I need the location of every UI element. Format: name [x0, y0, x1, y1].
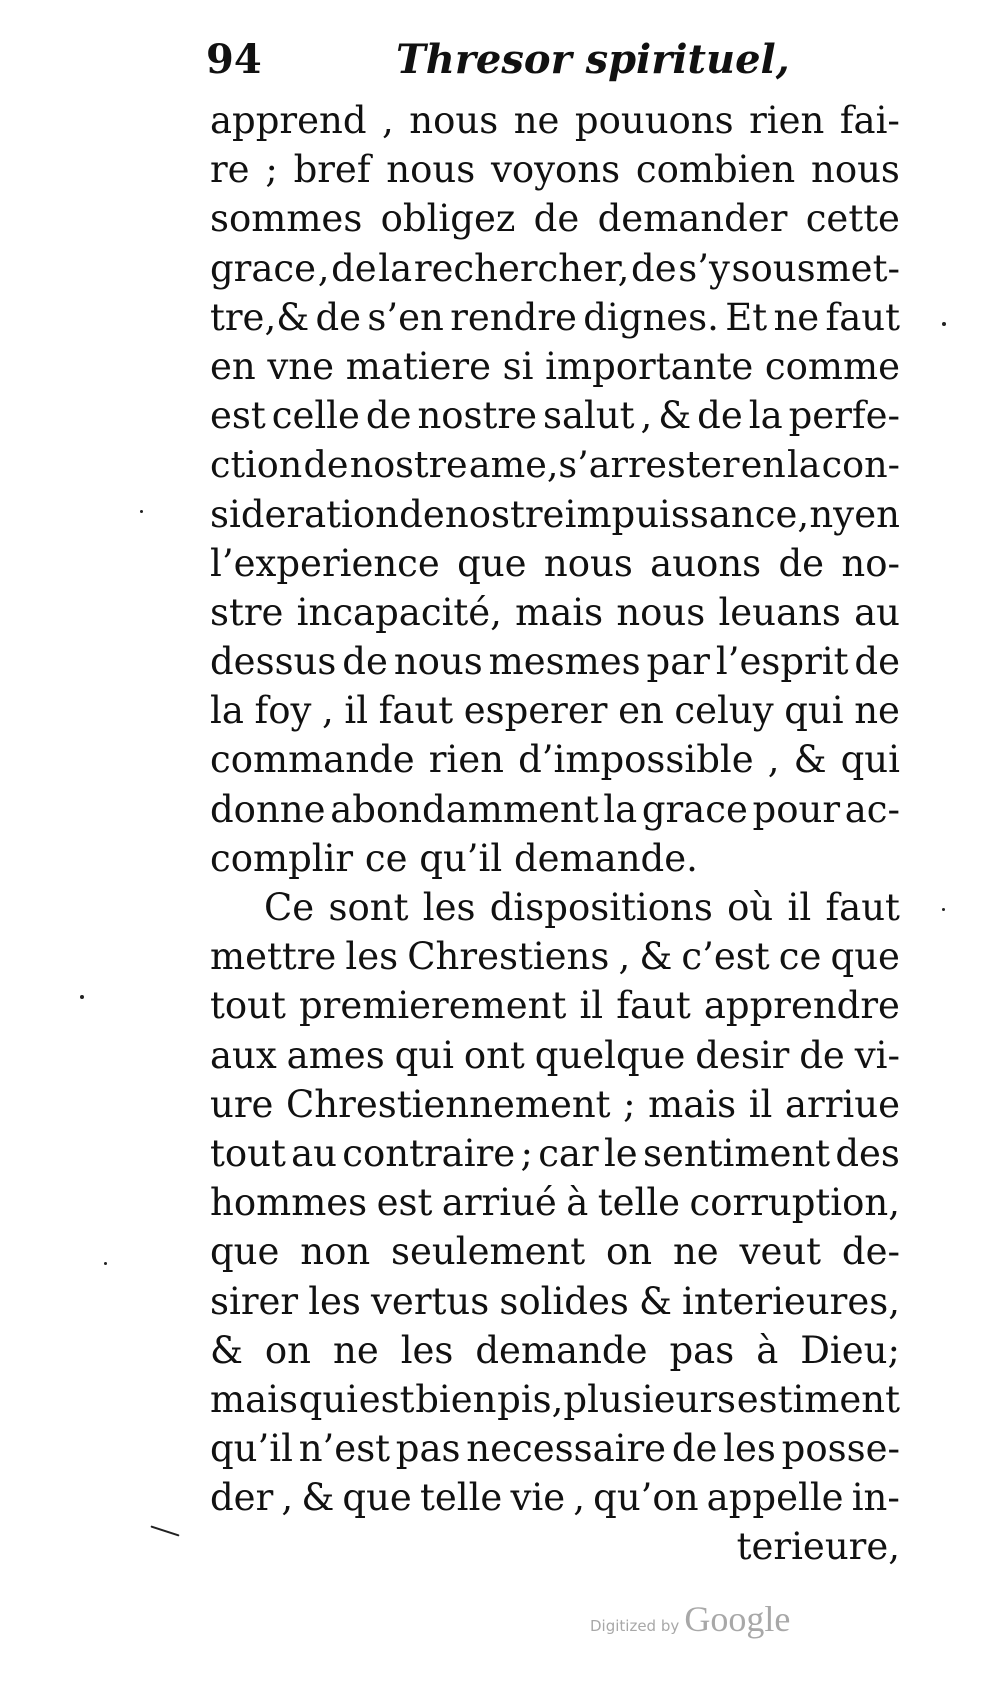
ink-speck	[80, 995, 84, 999]
text-line: est celle de nostre salut , & de la perfe-	[210, 394, 900, 438]
google-logo: Google	[684, 1599, 791, 1639]
text-line: tre,& de s’en rendre dignes. Et ne faut	[210, 295, 900, 339]
text-line: en vne matiere si importante comme	[210, 344, 900, 388]
text-line: stre incapacité, mais nous leuans au	[210, 590, 900, 634]
text-line: mettre les Chrestiens , & c’est ce que	[210, 935, 900, 979]
ink-speck	[140, 510, 143, 513]
ink-speck	[104, 1262, 107, 1265]
text-line: tout au contraire ; car le sentiment des	[210, 1131, 900, 1175]
text-line: aux ames qui ont quelque desir de vi-	[210, 1033, 900, 1077]
text-line: hommes est arriué à telle corruption,	[210, 1181, 900, 1225]
ink-speck	[942, 322, 946, 326]
text-line: sirer les vertus solides & interieures,	[210, 1279, 900, 1323]
catchword: terieure,	[736, 1525, 900, 1569]
digitized-label: Digitized by	[590, 1617, 680, 1635]
text-line: sommes obligez de demander cette	[210, 197, 900, 241]
digitized-watermark	[590, 1598, 790, 1640]
text-line: que non seulement on ne veut de-	[210, 1230, 900, 1274]
text-line: l’experience que nous auons de no-	[210, 541, 900, 585]
ink-speck	[150, 1525, 179, 1536]
page-number: 94	[206, 36, 262, 83]
text-line: sideration de nostre impuissance, ny en	[210, 492, 900, 536]
text-line: dessus de nous mesmes par l’esprit de	[210, 640, 900, 684]
text-line: ction de nostre ame,s’arrester en la con-	[210, 443, 900, 487]
running-head	[206, 30, 886, 90]
text-line: la foy , il faut esperer en celuy qui ne	[210, 689, 900, 733]
text-line: tout premierement il faut apprendre	[210, 984, 900, 1028]
text-line: & on ne les demande pas à Dieu;	[210, 1328, 900, 1372]
text-line: grace , de la rechercher, de s’y sousmet-	[210, 246, 900, 290]
running-title: Thresor spirituel,	[396, 36, 790, 83]
ink-speck	[942, 908, 945, 911]
text-line: commande rien d’impossible , & qui	[210, 738, 900, 782]
text-line: mais qui est bien pis,plusieurs estiment	[210, 1377, 900, 1421]
text-line: Ce sont les dispositions où il faut	[264, 886, 900, 929]
text-line: ure Chrestiennement ; mais il arriue	[210, 1082, 900, 1126]
text-line: der , & que telle vie , qu’on appelle in-	[210, 1476, 900, 1520]
text-line: qu’il n’est pas necessaire de les posse-	[210, 1427, 900, 1471]
body-text	[210, 96, 900, 1572]
text-line: complir ce qu’il demande.	[210, 836, 698, 880]
text-line: re ; bref nous voyons combien nous	[210, 148, 900, 192]
text-line: donne abondamment la grace pour ac-	[210, 787, 900, 831]
text-line: apprend , nous ne pouuons rien fai-	[210, 99, 900, 142]
